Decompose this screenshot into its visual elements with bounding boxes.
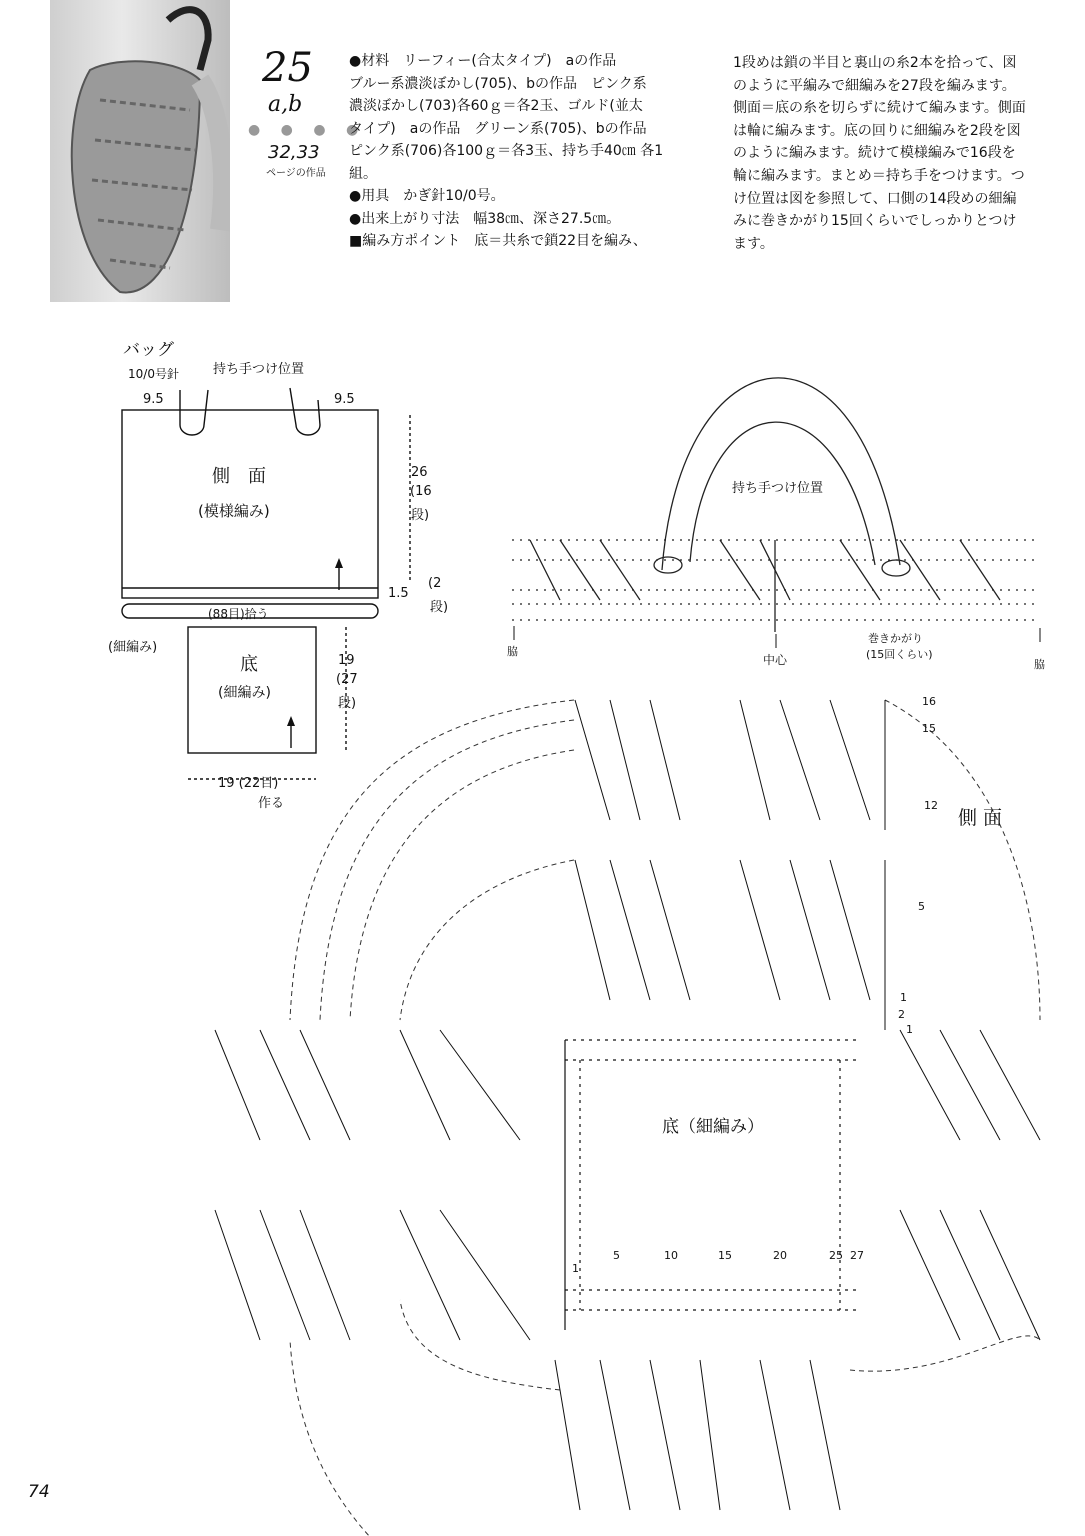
row-marker: 5: [613, 1249, 620, 1262]
text-line: 側面＝底の糸を切らずに続けて編みます。側面: [733, 100, 1026, 117]
whip-count-label: (15回くらい): [866, 648, 933, 661]
bottom-width: 19 (22目): [218, 776, 279, 791]
text-line: け位置は図を参照して、口側の14段めの細編: [733, 190, 1017, 207]
row-marker: 27: [850, 1249, 864, 1262]
text-line: 1段めは鎖の半目と裏山の糸2本を拾って、図: [733, 55, 1017, 71]
bottom-rows: (27: [336, 672, 358, 687]
handle-outer: [662, 378, 900, 570]
stitch-fans: [530, 540, 1000, 600]
side-rows-unit: 段): [411, 508, 430, 523]
row-marker: 20: [773, 1249, 787, 1262]
row-marker: 1: [900, 991, 907, 1004]
text-line: ピンク系(706)各100ｇ＝各3玉、持ち手40㎝ 各1: [349, 143, 664, 159]
pickup-label: (88目)拾う: [208, 607, 269, 621]
needle-size: 10/0号針: [128, 367, 179, 381]
sc-label: (細編み): [108, 640, 158, 655]
band-rows: (2: [428, 576, 442, 591]
top-chart: [512, 378, 1040, 632]
rating-dots: ● ● ● ●: [248, 122, 367, 138]
stitch-fans: [215, 1210, 530, 1340]
row-marker: 15: [718, 1249, 732, 1262]
handle-end-right: [882, 560, 910, 576]
handle-end-left: [654, 557, 682, 573]
side-height: 26: [411, 465, 428, 480]
text-line: ●出来上がり寸法 幅38㎝、深さ27.5㎝。: [349, 210, 621, 227]
pattern-number: 25: [262, 45, 313, 91]
margin-right: 9.5: [334, 392, 355, 407]
bottom-rows-unit: 段): [338, 696, 357, 711]
band-height: 1.5: [388, 586, 409, 601]
stitch-fans: [575, 860, 870, 1000]
text-line: のように編みます。続けて模様編みで16段を: [733, 145, 1016, 162]
stitch-fans: [900, 1210, 1040, 1340]
side-mark-right: 脇: [1034, 658, 1045, 671]
photo-pages-caption: ページの作品: [266, 168, 326, 179]
text-line: みに巻きかがり15回くらいでしっかりとつけ: [733, 213, 1017, 230]
bottom-stitch: (細編み): [218, 685, 271, 701]
guide-curve: [350, 750, 574, 1020]
side-chart-label: 側 面: [958, 807, 1003, 829]
bottom-make: 作る: [258, 796, 285, 811]
row-marker: 5: [918, 900, 925, 913]
main-chart-bottom: [565, 1040, 860, 1330]
guide-curve: [290, 1340, 574, 1536]
side-rows: (16: [410, 484, 432, 499]
text-line: ます。: [733, 235, 774, 252]
side-label: 側 面: [212, 466, 266, 487]
text-line: 組。: [349, 165, 377, 182]
stitch-fans: [575, 700, 870, 820]
bottom-chart-label: 底（細編み）: [662, 1117, 764, 1137]
stitch-fans: [900, 1030, 1040, 1140]
arrow-head: [287, 716, 295, 726]
row-marker: 16: [922, 695, 936, 708]
guide-curve: [850, 1336, 1040, 1371]
handle-loop-left: [180, 390, 208, 435]
pattern-variants: a,b: [268, 92, 303, 117]
stitch-fans: [555, 1360, 840, 1510]
row-marker: 1: [906, 1023, 913, 1036]
schematic-diagram: [122, 388, 410, 779]
stitch-fans: [215, 1030, 520, 1140]
handle-position-label: 持ち手つけ位置: [732, 481, 824, 496]
row-marker: 25: [829, 1249, 843, 1262]
text-line: ●用具 かぎ針10/0号。: [349, 188, 505, 204]
row-marker: 2: [898, 1008, 905, 1021]
guide-curve: [290, 700, 574, 1020]
margin-left: 9.5: [143, 392, 164, 407]
row-marker: 12: [924, 799, 938, 812]
row-marker: 15: [922, 722, 936, 735]
text-line: のように平編みで細編みを27段を編みます。: [733, 77, 1016, 94]
guide-curve: [885, 700, 1040, 1020]
text-line: は輪に編みます。底の回りに細編みを2段を図: [733, 122, 1021, 139]
side-mark-left: 脇: [507, 645, 518, 658]
text-line: ●材料 リーフィー(合太タイプ) aの作品: [349, 53, 617, 69]
bottom-label: 底: [240, 654, 258, 675]
text-line: ブルー系濃淡ぼかし(705)、bの作品 ピンク系: [349, 75, 647, 92]
row-marker: 10: [664, 1249, 678, 1262]
bottom-height: 19: [338, 653, 355, 668]
side-stitch: (模様編み): [198, 502, 270, 520]
row-marker: 1: [572, 1262, 579, 1275]
band-rows-unit: 段): [430, 600, 449, 615]
bottom-text-area: [598, 1080, 838, 1260]
text-line: 濃淡ぼかし(703)各60ｇ＝各2玉、ゴルド(並太: [349, 98, 643, 114]
text-line: ■編み方ポイント 底＝共糸で鎖22目を編み、: [349, 233, 647, 249]
arrow-head: [335, 558, 343, 568]
text-line: 輪に編みます。まとめ＝持ち手をつけます。つ: [733, 167, 1025, 184]
page-number: 74: [28, 1482, 50, 1502]
guide-curve: [400, 1300, 560, 1390]
handle-position-label: 持ち手つけ位置: [213, 362, 305, 377]
guide-curve: [400, 860, 574, 1020]
schematic-title: バッグ: [123, 340, 174, 360]
main-chart-fans: [215, 700, 1040, 1510]
handle-loop-right: [290, 388, 320, 435]
text-line: タイプ) aの作品 グリーン系(705)、bの作品: [349, 120, 647, 137]
photo-pages: 32,33: [268, 142, 320, 163]
center-mark: 中心: [763, 653, 788, 667]
whip-stitch-label: 巻きかがり: [868, 632, 923, 645]
